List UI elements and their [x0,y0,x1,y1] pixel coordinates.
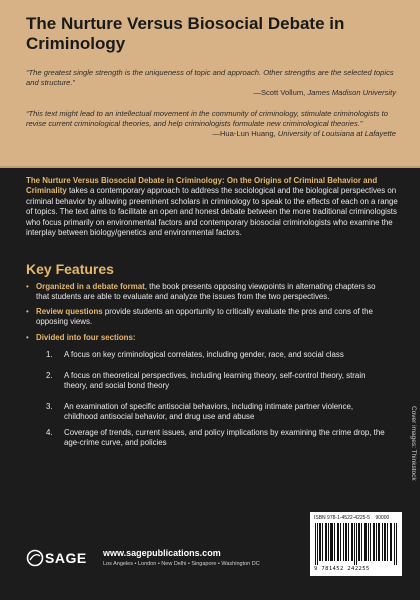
reviewer-name-2: —Hua-Lun Huang, [212,129,278,138]
isbn-label: ISBN 978-1-4522-4225-5 90000 [314,515,390,521]
section-number: 2. [46,371,53,380]
section-item [46,428,386,449]
feature-item [26,333,386,343]
feature-item [26,282,386,303]
cover-image-credit [408,400,418,590]
reviewer-name-1: —Scott Vollum, [253,88,308,97]
barcode-digits: 9 781452 242255 [314,566,370,572]
isbn-barcode [310,512,402,576]
feature-text: provide students an opportunity to critically evaluate the pros and cons of the opposing views. [36,307,373,327]
key-features-heading: Key Features [26,261,114,277]
section-item [46,350,386,360]
logo-text: SAGE [45,550,87,566]
price-code: 90000 [375,515,390,521]
sage-logo[interactable] [26,549,96,567]
feature-item [26,307,386,328]
book-description [26,176,398,238]
book-title: The Nurture Versus Biosocial Debate in Criminology [26,14,345,53]
reviewer-affiliation-2: University of Louisiana at Lafayette [277,129,396,138]
description-body: takes a contemporary approach to address the sociological and the biological perspectives on criminal behavior by allowing preeminent scholars in criminology to speak to the effects of each on a range of topics. The text aims to facilitate an open and honest debate between the more traditional criminologists who focus primarily on environmental factors and contemporary biosocial criminologists who examine the interplay between biology/genetics and environmental factors. [26,186,398,238]
barcode-graphic [314,523,398,565]
review-quote-1: “The greatest single strength is the uniqueness of topic and approach. Other strengths are the selected topics and structure.” [26,68,394,87]
review-attribution-2 [26,129,396,139]
panel-divider [0,166,420,168]
publisher-cities: Los Angeles • London • New Delhi • Singapore • Washington DC [103,561,260,567]
credit-text: Cover images: Thinkstock [410,406,417,481]
sage-mark-icon [26,549,44,567]
feature-lead: Review questions [36,307,103,316]
section-number: 3. [46,402,53,411]
section-number: 1. [46,350,53,359]
review-quote-2: “This text might lead to an intellectual movement in the community of criminology, stimulate criminologists to revise current criminological theories, and help criminologists formulate new criminological theories.” [26,109,388,128]
bullet-icon: • [26,282,29,291]
section-text: A focus on key criminological correlates, including gender, race, and social class [64,350,344,359]
section-item [46,402,386,423]
reviewer-affiliation-1: James Madison University [307,88,396,97]
section-text: Coverage of trends, current issues, and policy implications by examining the crime drop, the age-crime curve, and policies [64,428,385,448]
section-item [46,371,386,392]
review-panel [0,0,420,166]
bullet-icon: • [26,333,29,342]
section-text: A focus on theoretical perspectives, including learning theory, self-control theory, strain theory, and social bond theory [64,371,366,391]
publisher-url[interactable]: www.sagepublications.com [103,548,221,558]
section-number: 4. [46,428,53,437]
bullet-icon: • [26,307,29,316]
feature-lead: Organized in a debate format [36,282,145,291]
feature-lead: Divided into four sections: [36,333,136,342]
description-title: The Nurture Versus Biosocial Debate in Criminology: On the Origins of Criminal Behavior and Criminality [26,176,378,196]
section-text: An examination of specific antisocial behaviors, including intimate partner violence, childhood antisocial behavior, and drug use and abuse [64,402,354,422]
review-attribution-1 [26,88,396,98]
barcode-bars [314,523,398,565]
feature-text: , the book presents opposing viewpoints in alternating chapters so that students are able to evaluate and analyze the issues from the two perspectives. [36,282,376,302]
